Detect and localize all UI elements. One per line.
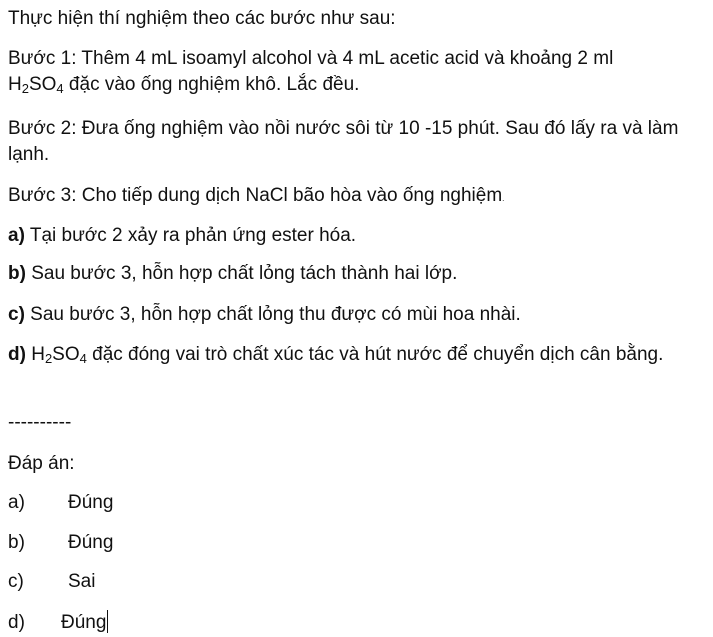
statement-a-label: a) [8, 225, 25, 246]
answer-value[interactable]: Đúng [61, 612, 107, 633]
text-cursor [107, 610, 108, 633]
chem-so: SO [28, 74, 57, 95]
step-3 [8, 183, 504, 212]
statement-c-text: Sau bước 3, hỗn hợp chất lỏng thu được có mùi hoa nhài. [24, 304, 521, 325]
statement-c [8, 302, 521, 328]
statement-b [8, 261, 457, 287]
step-1-line-2: đặc vào ống nghiệm khô. Lắc đều. [63, 74, 360, 95]
chem-h: H [8, 74, 22, 95]
answer-row [8, 569, 95, 595]
statement-d-chem-h-sub: 2 [44, 351, 53, 366]
answer-label: d) [8, 612, 25, 633]
statement-d-chem-so-sub: 4 [79, 351, 87, 366]
statement-c-label: c) [8, 304, 25, 325]
step-2: Bước 2: Đưa ống nghiệm vào nồi nước sôi từ 10 -15 phút. Sau đó lấy ra và làm lạnh. [8, 118, 679, 165]
statement-d-text: đặc đóng vai trò chất xúc tác và hút nước để chuyển dịch cân bằng. [86, 344, 664, 365]
answer-label: c) [8, 571, 24, 592]
step-3-text: Bước 3: Cho tiếp dung dịch NaCl bão hòa vào ống nghiệm [8, 185, 503, 206]
answer-row [8, 610, 108, 636]
statement-b-label: b) [8, 263, 26, 284]
answer-label: b) [8, 532, 25, 553]
chem-h-sub: 2 [21, 81, 29, 96]
statement-d-chem-h: H [25, 344, 45, 365]
separator: ---------- [8, 412, 72, 433]
intro-text: Thực hiện thí nghiệm theo các bước như sau: [8, 8, 396, 29]
answer-row [8, 490, 113, 516]
statement-d [8, 342, 698, 368]
chem-so-sub: 4 [56, 81, 64, 96]
step-3-dot: . [502, 194, 505, 203]
step-1-line-1: Bước 1: Thêm 4 mL isoamyl alcohol và 4 mL acetic acid và khoảng 2 ml [8, 48, 614, 69]
statement-d-label: d) [8, 344, 26, 365]
statement-a [8, 223, 356, 249]
statement-b-text: Sau bước 3, hỗn hợp chất lỏng tách thành hai lớp. [25, 263, 458, 284]
answer-value: Sai [68, 571, 96, 592]
answer-label: a) [8, 492, 25, 513]
statement-d-chem-so: SO [52, 344, 80, 365]
statement-a-text: Tại bước 2 xảy ra phản ứng ester hóa. [24, 225, 357, 246]
answers-heading: Đáp án: [8, 453, 75, 474]
answer-value: Đúng [68, 492, 114, 513]
step-1 [8, 46, 708, 98]
answer-value: Đúng [68, 532, 114, 553]
answer-row [8, 530, 113, 556]
